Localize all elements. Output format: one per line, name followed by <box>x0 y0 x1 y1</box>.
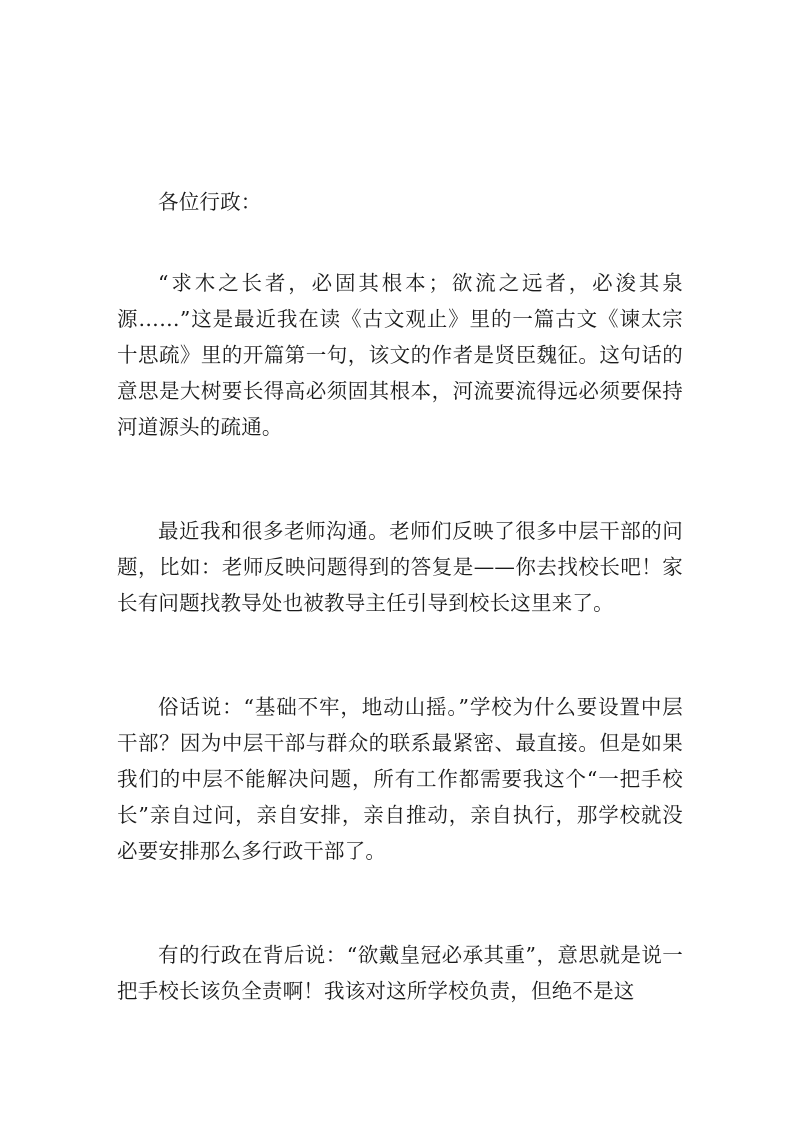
paragraph-2: 最近我和很多老师沟通。老师们反映了很多中层干部的问题，比如：老师反映问题得到的答复是——你去找校长吧！家长有问题找教导处也被教导主任引导到校长这里来了。 <box>117 519 683 615</box>
salutation: 各位行政： <box>158 190 262 214</box>
paragraph-4: 有的行政在背后说：“欲戴皇冠必承其重”，意思就是说一把手校长该负全责啊！我该对这所学校负责，但绝不是这 <box>117 943 683 1003</box>
paragraph-3: 俗话说：“基础不牢，地动山摇。”学校为什么要设置中层干部？因为中层干部与群众的联系最紧密、最直接。但是如果我们的中层不能解决问题，所有工作都需要我这个“一把手校长”亲自过问，亲自安排，亲自推动，亲自执行，那学校就没必要安排那么多行政干部了。 <box>117 695 683 863</box>
paragraph-1: “求木之长者，必固其根本；欲流之远者，必浚其泉源……”这是最近我在读《古文观止》里的一篇古文《谏太宗十思疏》里的开篇第一句，该文的作者是贤臣魏征。这句话的意思是大树要长得高必须固其根本，河流要流得远必须要保持河道源头的疏通。 <box>117 271 683 439</box>
